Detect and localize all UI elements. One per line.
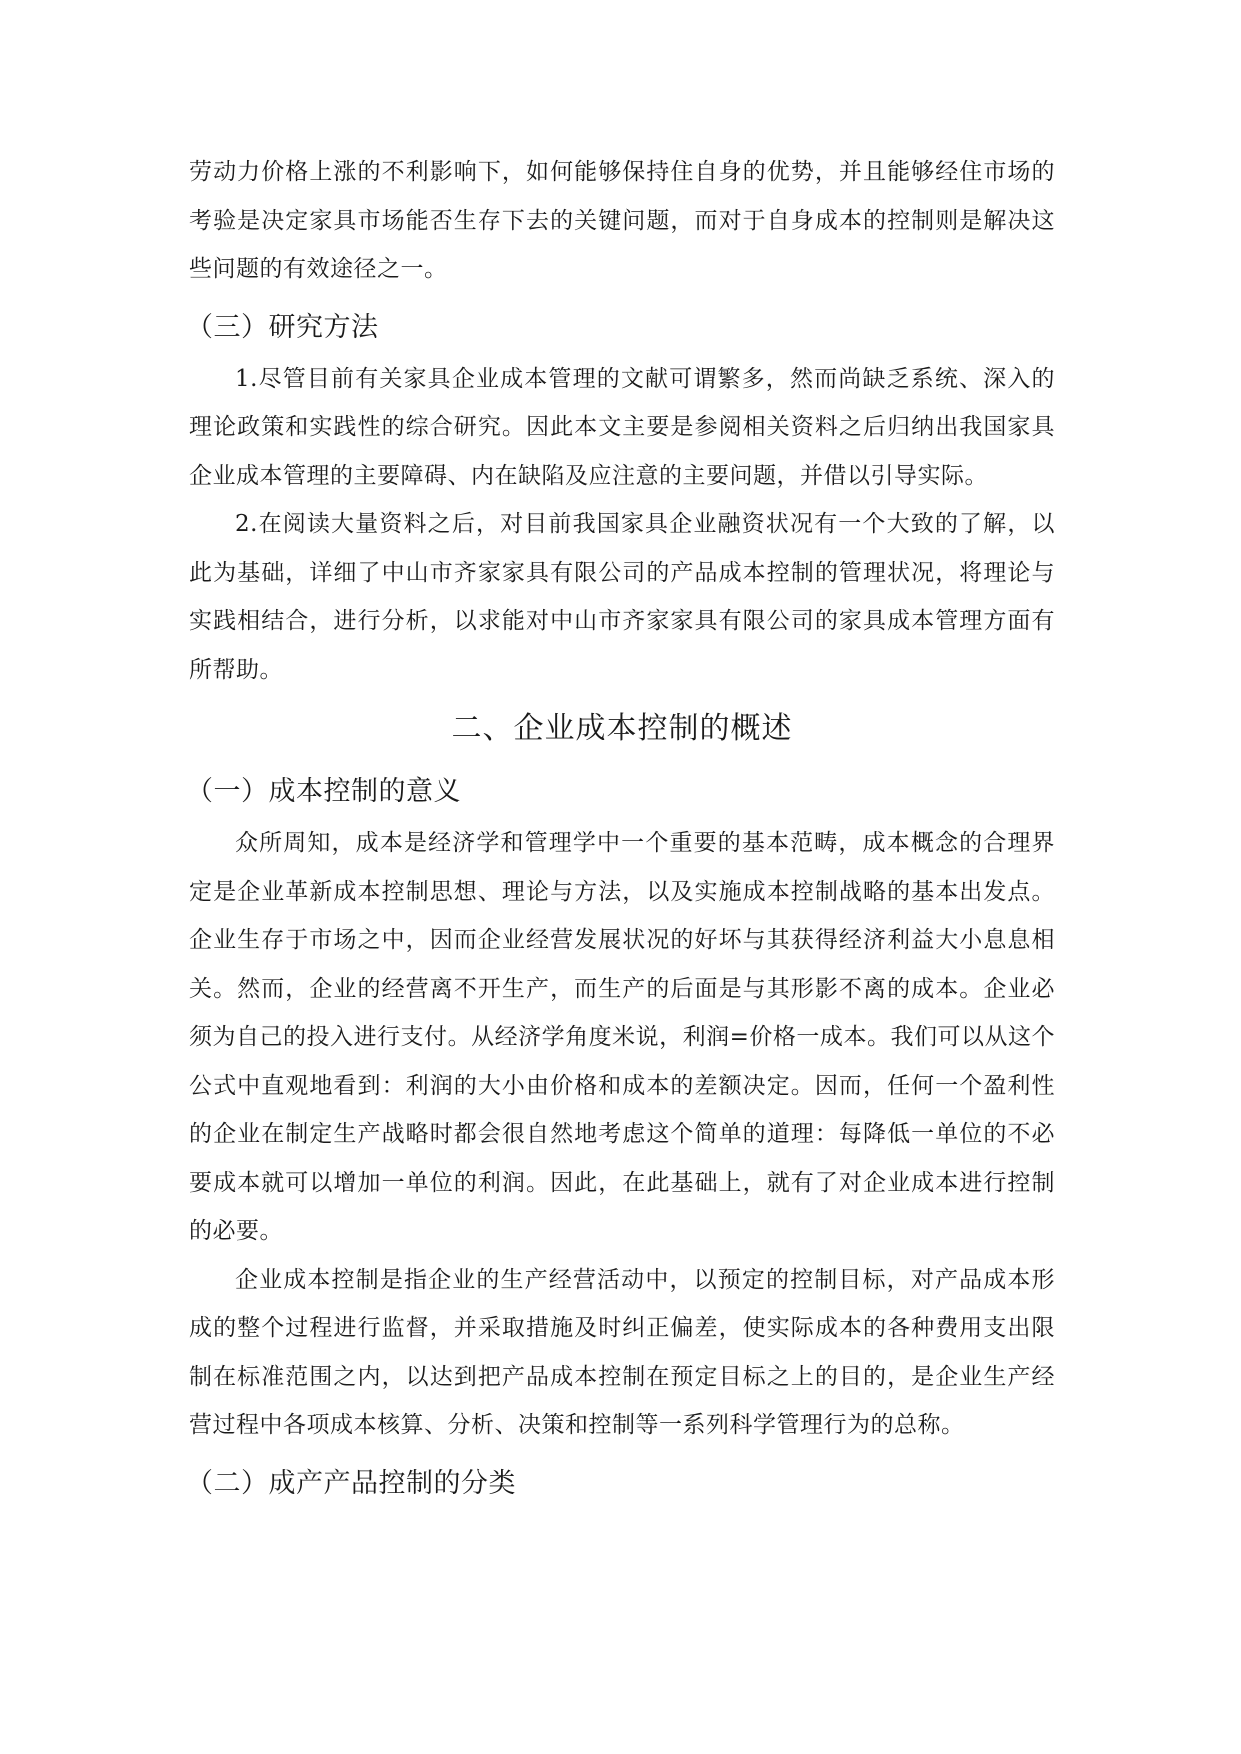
cost-control-meaning-paragraph-2: 企业成本控制是指企业的生产经营活动中，以预定的控制目标，对产品成本形成的整个过程进行监督，并采取措施及时纠正偏差，使实际成本的各种费用支出限制在标准范围之内，以达到把产品成本控制在预定目标之上的目的，是企业生产经营过程中各项成本核算、分析、决策和控制等一系列科学管理行为的总称。 [189,1266,1055,1438]
intro-paragraph: 劳动力价格上涨的不利影响下，如何能够保持住自身的优势，并且能够经住市场的考验是决定家具市场能否生存下去的关键问题，而对于自身成本的控制则是解决这些问题的有效途径之一。 [189,159,1055,282]
research-method-item-2: 2.在阅读大量资料之后，对目前我国家具企业融资状况有一个大致的了解，以此为基础，详细了中山市齐家家具有限公司的产品成本控制的管理状况，将理论与实践相结合，进行分析，以求能对中山市齐家家具有限公司的家具成本管理方面有所帮助。 [189,511,1055,683]
chapter-title: 二、企业成本控制的概述 [451,711,793,746]
research-method-item-1: 1.尽管目前有关家具企业成本管理的文献可谓繁多，然而尚缺乏系统、深入的理论政策和实践性的综合研究。因此本文主要是参阅相关资料之后归纳出我国家具企业成本管理的主要障碍、内在缺陷及应注意的主要问题，并借以引导实际。 [189,365,1055,489]
page-content [186,148,1055,1511]
cost-control-meaning-paragraph-1: 众所周知，成本是经济学和管理学中一个重要的基本范畴，成本概念的合理界定是企业革新成本控制思想、理论与方法，以及实施成本控制战略的基本出发点。企业生存于市场之中，因而企业经营发展状况的好坏与其获得经济利益大小息息相关。然而，企业的经营离不开生产，而生产的后面是与其形影不离的成本。企业必须为自己的投入进行支付。从经济学角度米说，利润=价格一成本。我们可以从这个公式中直观地看到：利润的大小由价格和成本的差额决定。因而，任何一个盈利性的企业在制定生产战略时都会很自然地考虑这个简单的道理：每降低一单位的不必要成本就可以增加一单位的利润。因此，在此基础上，就有了对企业成本进行控制的必要。 [189,830,1055,1244]
product-control-classification-heading: （二）成产产品控制的分类 [186,1467,516,1499]
research-methods-heading: （三）研究方法 [186,311,379,343]
cost-control-meaning-heading: （一）成本控制的意义 [186,776,461,807]
